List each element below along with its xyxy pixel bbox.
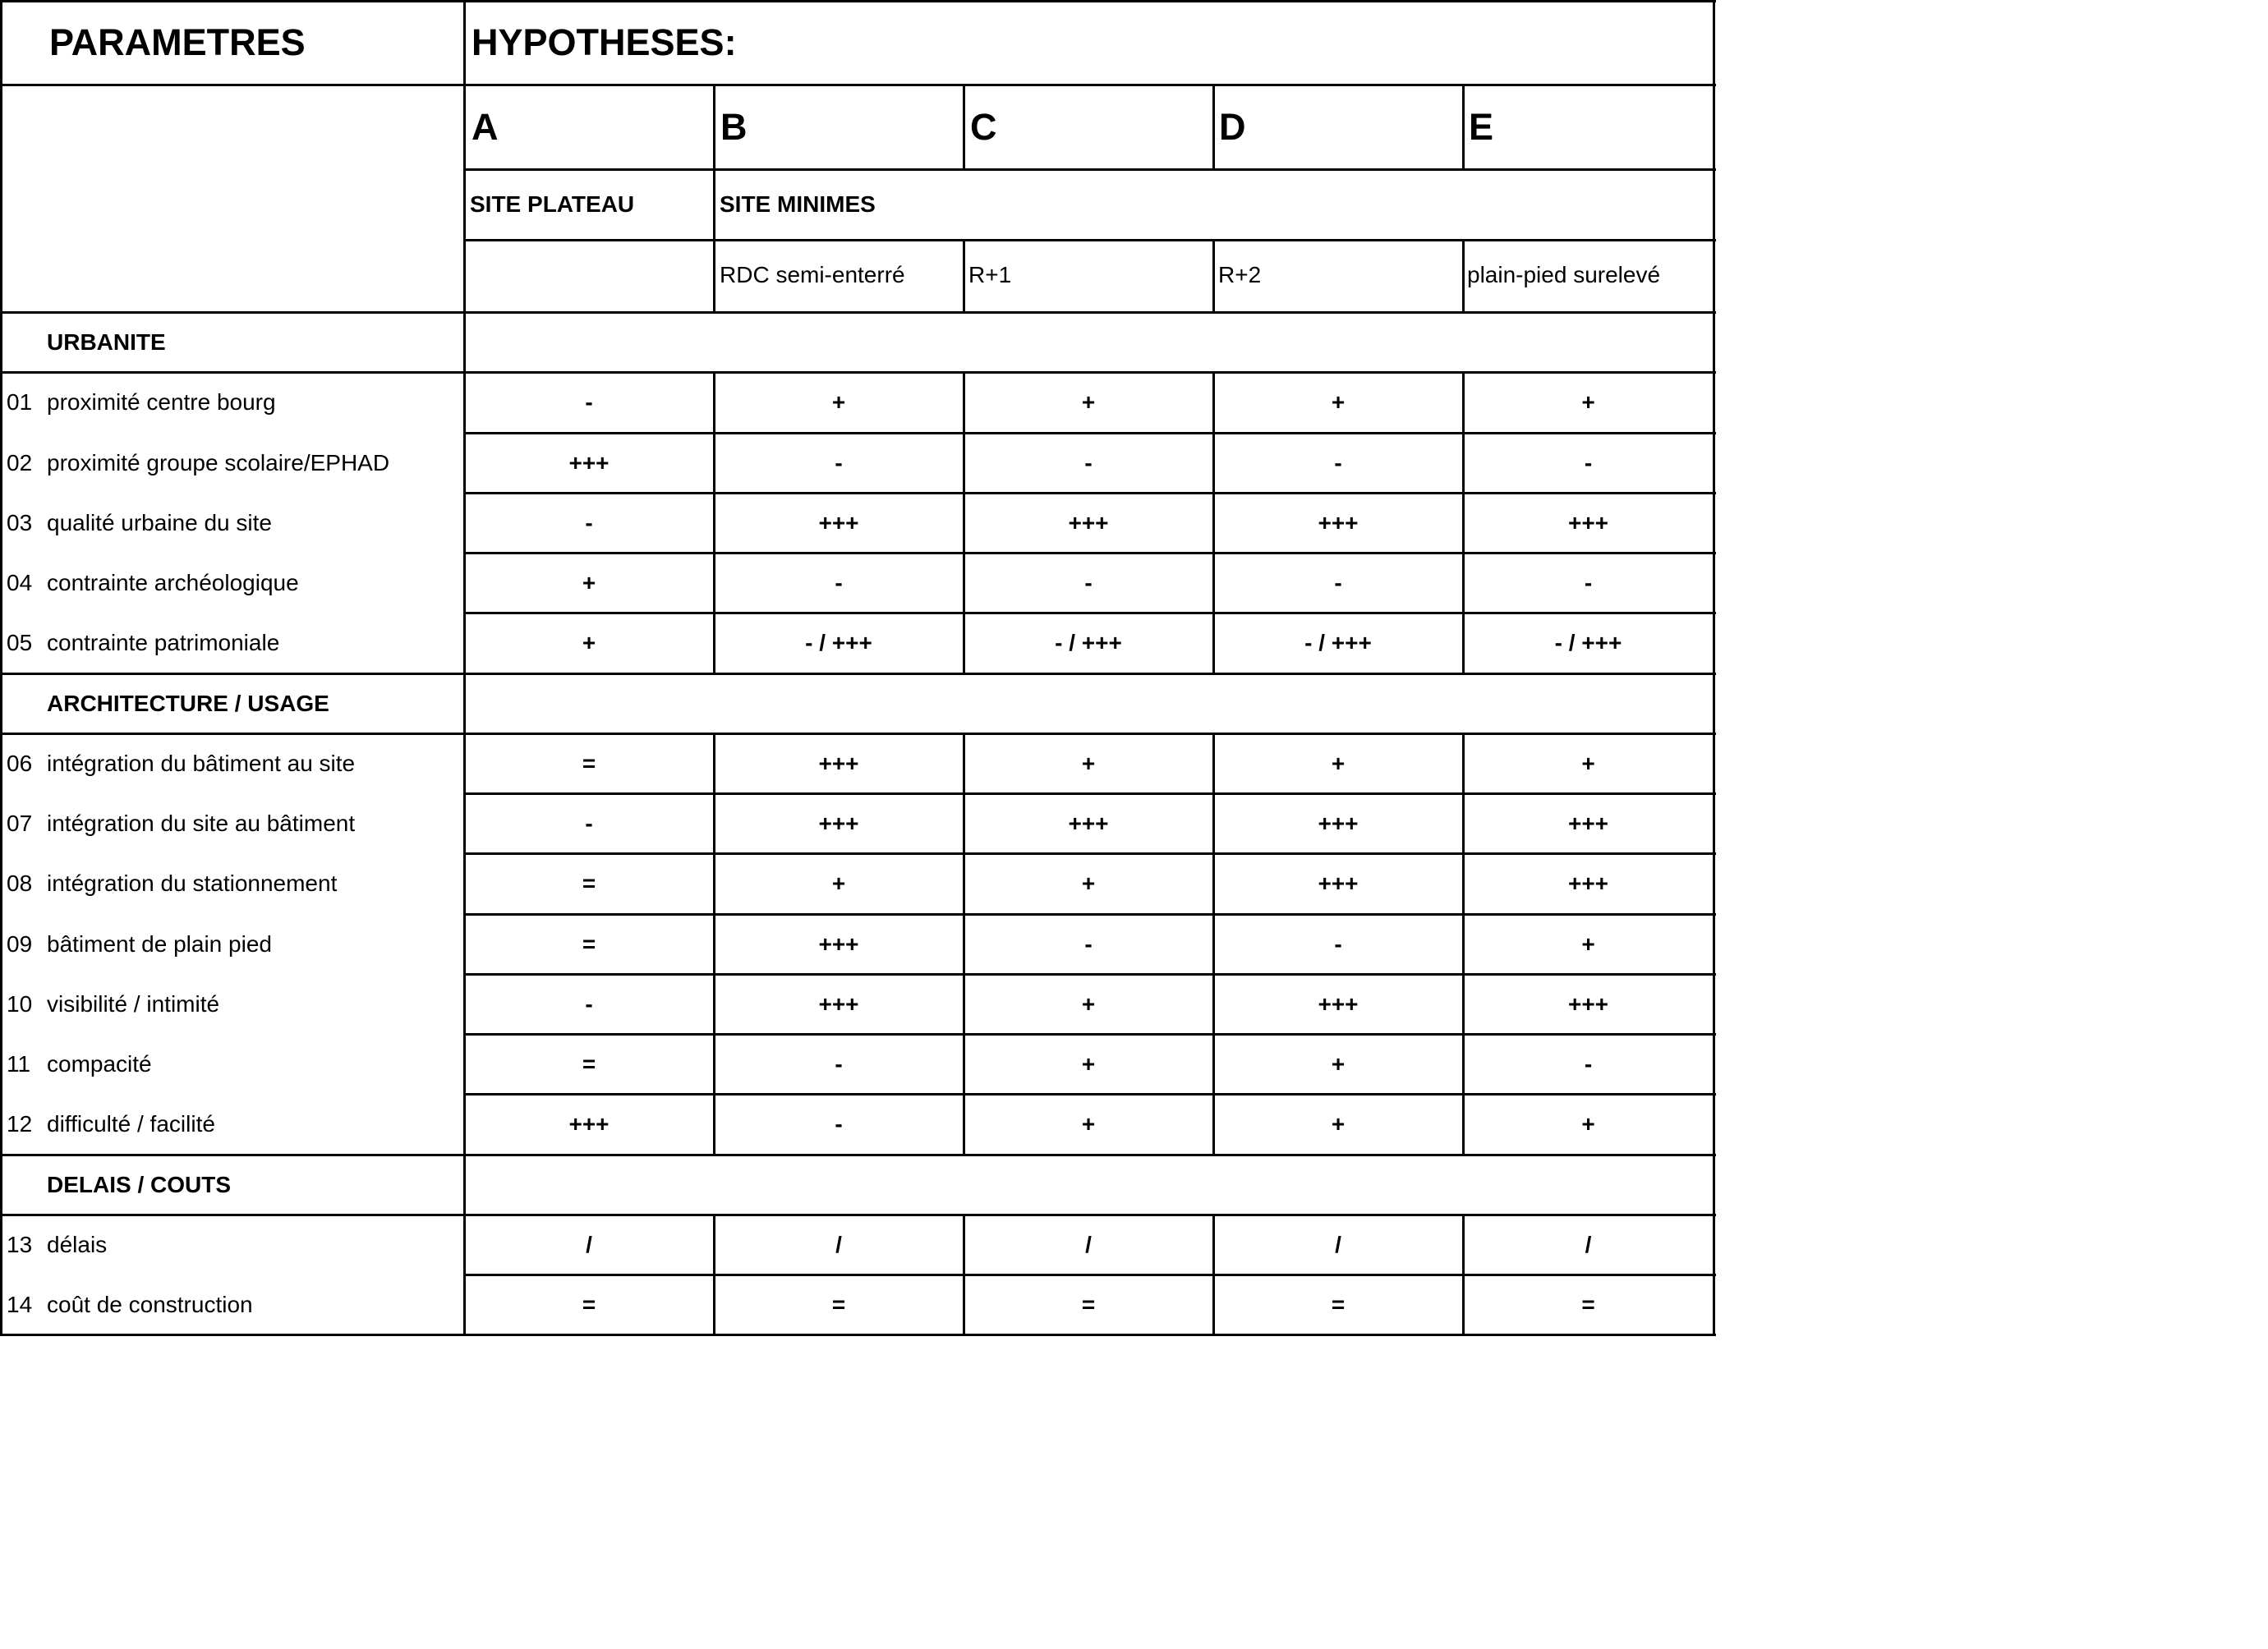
grid-line <box>1713 1215 1715 1276</box>
grid-line <box>1212 1034 1215 1096</box>
grid-line <box>713 169 715 241</box>
grid-line <box>1212 853 1215 915</box>
grid-line <box>1713 1155 1715 1216</box>
grid-line <box>1462 493 1465 554</box>
parametres-heading: PARAMETRES <box>49 21 306 63</box>
grid-line <box>0 1034 2 1096</box>
rating-cell-d: - <box>1334 570 1342 595</box>
grid-line <box>713 493 715 554</box>
grid-line <box>713 613 715 674</box>
grid-line <box>463 673 466 735</box>
grid-line <box>464 913 1716 916</box>
rating-cell-c: - <box>1084 930 1093 957</box>
grid-line <box>1713 493 1715 554</box>
rating-cell-a: +++ <box>568 449 610 475</box>
grid-line <box>963 613 965 674</box>
grid-line <box>1462 240 1465 314</box>
param-number: 10 <box>7 990 33 1017</box>
grid-line <box>963 240 965 314</box>
site-minimes-label: SITE MINIMES <box>720 191 876 217</box>
param-label: intégration du bâtiment au site <box>47 750 356 776</box>
rating-cell-e: / <box>1585 1231 1592 1257</box>
grid-line <box>1212 914 1215 976</box>
grid-line <box>713 793 715 855</box>
grid-line <box>463 914 466 976</box>
param-number: 13 <box>7 1231 33 1257</box>
grid-line <box>463 312 466 374</box>
variant-c: R+1 <box>968 262 1012 287</box>
rating-cell-b: +++ <box>818 750 859 776</box>
grid-line <box>1713 1094 1715 1155</box>
rating-cell-d: + <box>1331 1111 1346 1137</box>
grid-line <box>1212 974 1215 1036</box>
hypothesis-letter-c: C <box>970 106 997 148</box>
grid-line <box>0 1275 2 1336</box>
rating-cell-c: + <box>1081 1051 1096 1077</box>
grid-line <box>1713 433 1715 494</box>
grid-line <box>1713 312 1715 374</box>
grid-line <box>0 974 2 1036</box>
rating-cell-a: - <box>585 389 593 416</box>
rating-cell-e: + <box>1581 750 1595 776</box>
grid-line <box>464 432 1716 434</box>
rating-cell-a: - <box>585 811 593 836</box>
rating-cell-a: = <box>582 1292 596 1317</box>
param-label: difficulté / facilité <box>47 1111 215 1137</box>
grid-line <box>963 733 965 795</box>
grid-line <box>0 493 2 554</box>
grid-line <box>1212 85 1215 171</box>
param-label: proximité centre bourg <box>47 389 276 416</box>
grid-line <box>1462 1275 1465 1336</box>
grid-line <box>463 0 466 314</box>
grid-line <box>1713 1034 1715 1096</box>
grid-line <box>0 853 2 915</box>
rating-cell-d: + <box>1331 1051 1346 1077</box>
grid-line <box>0 1155 2 1216</box>
grid-line <box>963 1215 965 1276</box>
rating-cell-c: - <box>1084 449 1093 475</box>
rating-cell-d: - <box>1334 449 1342 475</box>
grid-line <box>1212 240 1215 314</box>
param-number: 08 <box>7 870 33 897</box>
param-label: visibilité / intimité <box>47 990 220 1017</box>
grid-line <box>1713 372 1715 434</box>
rating-cell-e: + <box>1581 389 1595 416</box>
grid-line <box>1713 0 1715 314</box>
rating-cell-c: / <box>1085 1231 1092 1257</box>
param-number: 03 <box>7 509 33 535</box>
grid-line <box>713 853 715 915</box>
grid-line <box>463 1215 466 1276</box>
grid-line <box>963 433 965 494</box>
rating-cell-c: +++ <box>1068 509 1109 535</box>
hypothesis-letter-e: E <box>1469 106 1494 148</box>
rating-cell-e: - <box>1584 449 1593 475</box>
rating-cell-e: +++ <box>1567 811 1609 836</box>
rating-cell-a: = <box>582 1051 596 1077</box>
grid-line <box>463 553 466 614</box>
rating-cell-b: +++ <box>818 509 859 535</box>
grid-line <box>0 1215 2 1276</box>
hypothesis-letter-b: B <box>720 106 748 148</box>
rating-cell-b: - <box>835 1111 843 1137</box>
grid-line <box>963 853 965 915</box>
param-label: intégration du site au bâtiment <box>47 811 356 836</box>
grid-line <box>464 552 1716 554</box>
hypothesis-letter-a: A <box>472 106 499 148</box>
rating-cell-b: + <box>831 389 846 416</box>
param-number: 11 <box>7 1051 31 1077</box>
grid-line <box>1713 974 1715 1036</box>
grid-line <box>713 372 715 434</box>
grid-line <box>464 239 1716 241</box>
grid-line <box>463 733 466 795</box>
rating-cell-d: - <box>1334 930 1342 957</box>
section-title: DELAIS / COUTS <box>47 1171 232 1197</box>
grid-line <box>1713 613 1715 674</box>
param-number: 04 <box>7 570 33 595</box>
grid-line <box>963 85 965 171</box>
site-plateau-label: SITE PLATEAU <box>470 191 635 217</box>
rating-cell-a: + <box>582 570 596 595</box>
grid-line <box>1212 733 1215 795</box>
grid-line <box>464 1274 1716 1276</box>
grid-line <box>963 1034 965 1096</box>
param-label: contrainte archéologique <box>47 570 299 595</box>
grid-line <box>464 1093 1716 1096</box>
grid-line <box>1212 1275 1215 1336</box>
grid-line <box>1212 613 1215 674</box>
grid-line <box>1462 1034 1465 1096</box>
rating-cell-d: - / +++ <box>1304 630 1372 656</box>
rating-cell-c: = <box>1081 1292 1096 1317</box>
grid-line <box>713 1094 715 1155</box>
grid-line <box>0 312 2 374</box>
grid-line <box>463 1034 466 1096</box>
rating-cell-c: +++ <box>1068 811 1109 836</box>
param-label: contrainte patrimoniale <box>47 630 280 656</box>
grid-line <box>0 1214 1716 1216</box>
variant-b: RDC semi-enterré <box>720 262 905 287</box>
grid-line <box>1713 793 1715 855</box>
rating-cell-e: - <box>1584 1051 1593 1077</box>
rating-cell-b: +++ <box>818 990 859 1017</box>
hypothesis-letter-d: D <box>1219 106 1246 148</box>
rating-cell-a: = <box>582 750 596 776</box>
param-number: 06 <box>7 750 33 776</box>
grid-line <box>713 553 715 614</box>
grid-line <box>713 974 715 1036</box>
rating-cell-e: - / +++ <box>1554 630 1622 656</box>
rating-cell-d: +++ <box>1318 990 1359 1017</box>
grid-line <box>464 612 1716 614</box>
rating-cell-d: +++ <box>1318 870 1359 897</box>
param-label: intégration du stationnement <box>47 870 338 897</box>
grid-line <box>1212 793 1215 855</box>
rating-cell-e: + <box>1581 930 1595 957</box>
rating-cell-d: +++ <box>1318 509 1359 535</box>
rating-cell-b: - <box>835 570 843 595</box>
param-label: compacité <box>47 1051 152 1077</box>
grid-line <box>713 240 715 314</box>
rating-cell-a: = <box>582 870 596 897</box>
grid-line <box>963 974 965 1036</box>
rating-cell-b: - <box>835 1051 843 1077</box>
grid-line <box>463 433 466 494</box>
grid-line <box>0 613 2 674</box>
param-number: 02 <box>7 449 33 475</box>
grid-line <box>464 973 1716 976</box>
grid-line <box>1462 914 1465 976</box>
param-number: 14 <box>7 1292 33 1317</box>
section-title: URBANITE <box>47 329 166 355</box>
rating-cell-c: + <box>1081 1111 1096 1137</box>
grid-line <box>1462 372 1465 434</box>
grid-line <box>1462 1094 1465 1155</box>
param-label: proximité groupe scolaire/EPHAD <box>47 449 390 475</box>
grid-line <box>713 1215 715 1276</box>
grid-line <box>463 493 466 554</box>
variant-d: R+2 <box>1218 262 1262 287</box>
grid-line <box>1212 553 1215 614</box>
grid-line <box>1462 853 1465 915</box>
grid-line <box>463 1275 466 1336</box>
grid-line <box>1713 1275 1715 1336</box>
grid-line <box>0 733 2 795</box>
grid-line <box>1462 613 1465 674</box>
rating-cell-c: - <box>1084 570 1093 595</box>
grid-line <box>963 553 965 614</box>
grid-line <box>0 914 2 976</box>
grid-line <box>713 733 715 795</box>
rating-cell-b: +++ <box>818 930 859 957</box>
grid-line <box>713 1275 715 1336</box>
grid-line <box>963 793 965 855</box>
rating-cell-c: - / +++ <box>1055 630 1122 656</box>
rating-cell-a: - <box>585 990 593 1017</box>
rating-cell-c: + <box>1081 389 1096 416</box>
section-title: ARCHITECTURE / USAGE <box>47 690 329 716</box>
grid-line <box>0 1094 2 1155</box>
rating-cell-e: = <box>1581 1292 1595 1317</box>
param-label: bâtiment de plain pied <box>47 930 272 957</box>
param-label: qualité urbaine du site <box>47 509 272 535</box>
grid-line <box>1713 553 1715 614</box>
grid-line <box>1462 733 1465 795</box>
grid-line <box>464 492 1716 494</box>
grid-line <box>1462 974 1465 1036</box>
grid-line <box>1462 85 1465 171</box>
grid-line <box>713 1034 715 1096</box>
grid-line <box>1713 853 1715 915</box>
rating-cell-d: + <box>1331 389 1346 416</box>
grid-line <box>463 613 466 674</box>
grid-line <box>0 1154 1716 1156</box>
grid-line <box>0 733 1716 735</box>
grid-line <box>0 0 1716 2</box>
grid-line <box>1713 673 1715 735</box>
grid-line <box>1212 433 1215 494</box>
grid-line <box>0 793 2 855</box>
grid-line <box>1462 553 1465 614</box>
rating-cell-d: = <box>1331 1292 1346 1317</box>
rating-cell-a: / <box>586 1231 592 1257</box>
rating-cell-b: = <box>831 1292 846 1317</box>
grid-line <box>0 0 2 314</box>
grid-line <box>1212 1094 1215 1155</box>
rating-cell-b: / <box>835 1231 842 1257</box>
rating-cell-b: + <box>831 870 846 897</box>
param-number: 01 <box>7 389 33 416</box>
grid-line <box>963 1275 965 1336</box>
grid-line <box>0 84 1716 86</box>
grid-line <box>0 1334 1716 1336</box>
grid-line <box>463 1094 466 1155</box>
param-number: 12 <box>7 1111 33 1137</box>
rating-cell-a: + <box>582 630 596 656</box>
grid-line <box>1212 1215 1215 1276</box>
grid-line <box>464 852 1716 855</box>
grid-line <box>1212 493 1215 554</box>
rating-cell-a: - <box>585 509 593 535</box>
rating-cell-c: + <box>1081 750 1096 776</box>
param-number: 09 <box>7 930 33 957</box>
rating-cell-d: +++ <box>1318 811 1359 836</box>
hypotheses-heading: HYPOTHESES: <box>472 21 737 63</box>
grid-line <box>1713 914 1715 976</box>
grid-line <box>463 853 466 915</box>
grid-line <box>464 1033 1716 1036</box>
grid-line <box>463 372 466 434</box>
grid-line <box>0 553 2 614</box>
rating-cell-b: - <box>835 449 843 475</box>
grid-line <box>1713 733 1715 795</box>
grid-line <box>1212 372 1215 434</box>
rating-cell-e: + <box>1581 1111 1595 1137</box>
grid-line <box>963 372 965 434</box>
param-number: 05 <box>7 630 33 656</box>
rating-cell-d: + <box>1331 750 1346 776</box>
grid-line <box>1462 1215 1465 1276</box>
grid-line <box>963 493 965 554</box>
param-label: coût de construction <box>47 1292 253 1317</box>
grid-line <box>0 433 2 494</box>
rating-cell-a: = <box>582 930 596 957</box>
rating-cell-b: - / +++ <box>805 630 872 656</box>
rating-cell-e: - <box>1584 570 1593 595</box>
grid-line <box>713 914 715 976</box>
grid-line <box>0 371 1716 374</box>
grid-line <box>1462 793 1465 855</box>
grid-line <box>464 168 1716 171</box>
grid-line <box>463 974 466 1036</box>
grid-line <box>963 914 965 976</box>
grid-line <box>0 673 2 735</box>
rating-cell-c: + <box>1081 990 1096 1017</box>
rating-cell-c: + <box>1081 870 1096 897</box>
rating-cell-a: +++ <box>568 1111 610 1137</box>
rating-cell-b: +++ <box>818 811 859 836</box>
rating-cell-e: +++ <box>1567 990 1609 1017</box>
grid-line <box>463 1155 466 1216</box>
param-label: délais <box>47 1231 108 1257</box>
grid-line <box>0 311 1716 314</box>
grid-line <box>713 433 715 494</box>
rating-cell-e: +++ <box>1567 870 1609 897</box>
grid-line <box>464 792 1716 795</box>
variant-e: plain-pied surelevé <box>1467 262 1661 287</box>
grid-line <box>463 793 466 855</box>
grid-line <box>1462 433 1465 494</box>
grid-line <box>0 673 1716 675</box>
grid-line <box>713 85 715 171</box>
grid-line <box>963 1094 965 1155</box>
param-number: 07 <box>7 811 33 836</box>
grid-line <box>0 372 2 434</box>
rating-cell-e: +++ <box>1567 509 1609 535</box>
rating-cell-d: / <box>1335 1231 1341 1257</box>
